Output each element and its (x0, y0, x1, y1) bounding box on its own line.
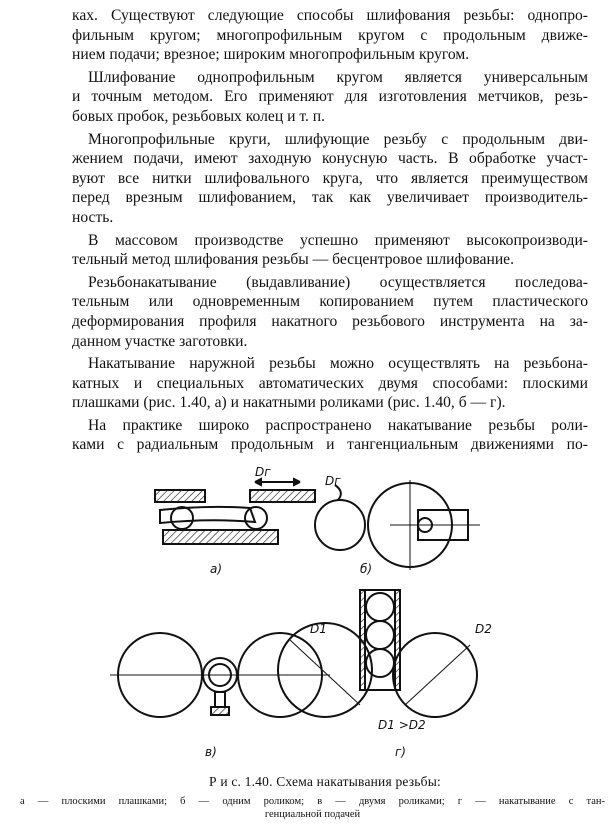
blank-1 (366, 593, 394, 621)
workpiece-circle (315, 500, 365, 550)
figure-drawing (60, 470, 600, 770)
text-line: На практике широко распространено накатывание резьбы роли- (88, 416, 588, 434)
paragraph-4 (72, 231, 588, 270)
feed-arrow-head-left (255, 479, 261, 485)
text-line: ность. (72, 208, 114, 226)
label-d1: D1 (310, 622, 327, 636)
text-line: Шлифование однопрофильным кругом является универсальным (88, 68, 588, 86)
upper-die-left (155, 490, 205, 502)
text-line: фильным кругом; многопрофильным кругом с продольным движе- (72, 26, 588, 44)
text-line: данном участке заготовки. (72, 332, 248, 350)
paragraph-7 (72, 416, 588, 455)
paragraph-2 (72, 68, 588, 127)
blank-3 (366, 649, 394, 677)
diagram-g-tangential (278, 590, 477, 717)
paragraph-1 (72, 6, 588, 65)
support-stem (215, 692, 225, 707)
blank-2 (366, 621, 394, 649)
feed-arrow-head-right (294, 479, 300, 485)
text-line: тельным или одновременным копированием путем пластического (72, 293, 588, 311)
text-line: Накатывание наружной резьбы можно осуществлять на резьбона- (88, 355, 588, 373)
text-line: Многопрофильные круги, шлифующие резьбу с продольным дви- (88, 130, 588, 148)
text-line: плашками (рис. 1.40, а) и накатными роликами (рис. 1.40, б — г). (72, 394, 506, 412)
caption-legend-line: а — плоскими плашками; б — одним роликом; в — двумя роликами; г — накатывание с тан- (20, 796, 605, 807)
guide-wall-right (395, 590, 400, 690)
roller-left (171, 507, 193, 529)
figure-caption: Р и с. 1.40. Схема накатывания резьбы: (209, 774, 441, 789)
caption-legend-line: генциальной подачей (264, 809, 361, 820)
text-line: жением подачи, имеют заходную конусную часть. В обработке участ- (72, 150, 588, 168)
diagram-b-one-roller (315, 480, 480, 570)
text-line: ками с радиальным продольным и тангенциальным движениями по- (72, 436, 588, 454)
label-v: в) (205, 745, 217, 759)
label-b: б) (360, 562, 373, 576)
label-dr-a: Dг (255, 465, 271, 479)
paragraph-5 (72, 273, 588, 351)
text-line: бовых пробок, резьбовых колец и т. п. (72, 107, 326, 125)
label-dr-b: Dг (325, 474, 341, 488)
feed-guide (365, 590, 395, 690)
d1-leader (290, 640, 360, 705)
d2-leader (405, 645, 470, 705)
label-g: г) (395, 745, 406, 759)
roller-right (245, 507, 267, 529)
text-line: ках. Существуют следующие способы шлифования резьбы: однопро- (72, 7, 588, 24)
diagram-v-two-rollers (110, 633, 330, 717)
lower-die (163, 530, 278, 544)
text-line: тельный метод шлифования резьбы — бесцентровое шлифование. (72, 251, 514, 269)
label-a: а) (210, 562, 223, 576)
body-text (72, 6, 588, 458)
text-line: катных и специальных автоматических двумя способами: плоскими (72, 374, 588, 392)
figure-caption-legend (20, 795, 605, 821)
text-line: В массовом производстве успешно применяют высокопроизводи- (88, 231, 588, 249)
diagram-a-flat-dies (155, 479, 315, 544)
text-line: перед врезным шлифованием, так как увеличивает производитель- (72, 189, 588, 207)
text-line: Резьбонакатывание (выдавливание) осуществляется последова- (88, 273, 588, 291)
text-line: деформирования профиля накатного резьбового инструмента на за- (72, 312, 588, 330)
text-line: вуют все нитки шлифовального круга, что является преимуществом (72, 169, 588, 187)
text-line: и точным методом. Его применяют для изготовления метчиков, резь- (72, 88, 588, 106)
label-d1-gt-d2: D1 >D2 (378, 718, 426, 732)
text-line: нием подачи; врезное; широким многопрофильным кругом. (72, 46, 470, 64)
upper-die-right (250, 490, 315, 502)
paragraph-3 (72, 130, 588, 228)
paragraph-6 (72, 354, 588, 413)
label-d2: D2 (475, 622, 492, 636)
figure-1-40 (60, 465, 600, 770)
support-base (211, 707, 229, 715)
